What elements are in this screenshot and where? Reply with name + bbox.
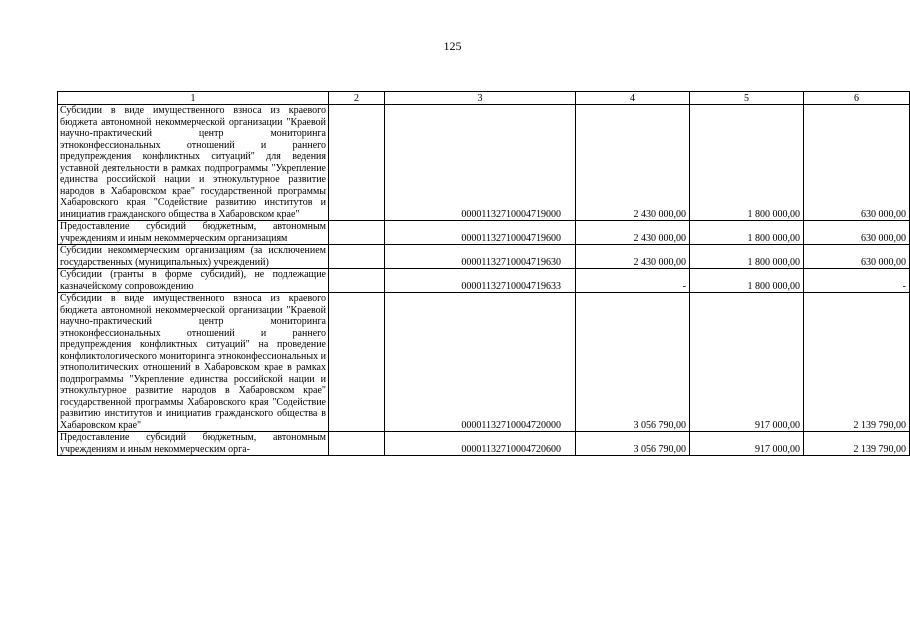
row-value-4: 3 056 790,00 xyxy=(576,432,690,456)
row-value-6: 2 139 790,00 xyxy=(804,293,910,432)
column-number-row xyxy=(58,92,910,105)
column-header-4: 4 xyxy=(576,92,690,105)
row-value-5: 1 800 000,00 xyxy=(690,269,804,293)
row-value-5: 917 000,00 xyxy=(690,293,804,432)
column-header-2: 2 xyxy=(329,92,385,105)
column-header-3: 3 xyxy=(385,92,576,105)
table-row xyxy=(58,432,910,456)
row-column-2 xyxy=(329,293,385,432)
column-header-6: 6 xyxy=(804,92,910,105)
row-value-6: 630 000,00 xyxy=(804,221,910,245)
row-column-2 xyxy=(329,432,385,456)
row-code: 00001132710004719600 xyxy=(385,221,576,245)
row-description: Субсидии в виде имущественного взноса из краевого бюджета автономной некоммерческой организации "Краевой научно-практический центр мониторинга этноконфессиональных отношений и раннего предупреждения конфликтных ситуаций" для ведения уставной деятельности в рамках подпрограммы "Укрепление единства российской нации и этнокультурное развитие народов в Хабаровском крае" государственной программы Хабаровского края "Содействие развитию институтов и инициатив гражданского общества в Хабаровском крае" xyxy=(58,105,329,221)
table-row xyxy=(58,293,910,432)
row-column-2 xyxy=(329,105,385,221)
row-description: Предоставление субсидий бюджетным, автономным учреждениям и иным некоммерческим орга- xyxy=(58,432,329,456)
row-code: 00001132710004720000 xyxy=(385,293,576,432)
budget-table xyxy=(57,91,910,456)
row-value-6: 2 139 790,00 xyxy=(804,432,910,456)
row-code: 00001132710004720600 xyxy=(385,432,576,456)
row-code: 00001132710004719630 xyxy=(385,245,576,269)
row-code: 00001132710004719000 xyxy=(385,105,576,221)
row-value-5: 917 000,00 xyxy=(690,432,804,456)
row-value-6: 630 000,00 xyxy=(804,105,910,221)
row-description: Предоставление субсидий бюджетным, автономным учреждениям и иным некоммерческим организациям xyxy=(58,221,329,245)
row-value-5: 1 800 000,00 xyxy=(690,221,804,245)
row-value-4: - xyxy=(576,269,690,293)
column-header-5: 5 xyxy=(690,92,804,105)
row-value-4: 2 430 000,00 xyxy=(576,245,690,269)
table-row xyxy=(58,269,910,293)
page-number: 125 xyxy=(443,39,462,53)
row-value-5: 1 800 000,00 xyxy=(690,105,804,221)
column-header-1: 1 xyxy=(58,92,329,105)
row-column-2 xyxy=(329,221,385,245)
row-value-4: 2 430 000,00 xyxy=(576,105,690,221)
table-row xyxy=(58,245,910,269)
row-column-2 xyxy=(329,269,385,293)
row-value-5: 1 800 000,00 xyxy=(690,245,804,269)
row-value-6: - xyxy=(804,269,910,293)
row-code: 00001132710004719633 xyxy=(385,269,576,293)
row-column-2 xyxy=(329,245,385,269)
row-value-6: 630 000,00 xyxy=(804,245,910,269)
row-value-4: 3 056 790,00 xyxy=(576,293,690,432)
row-description: Субсидии (гранты в форме субсидий), не подлежащие казначейскому сопровождению xyxy=(58,269,329,293)
table-row xyxy=(58,105,910,221)
table-row xyxy=(58,221,910,245)
row-description: Субсидии в виде имущественного взноса из краевого бюджета автономной некоммерческой организации "Краевой научно-практический центр мониторинга этноконфессиональных отношений и раннего предупреждения конфликтных ситуаций" на проведение конфликтологического мониторинга этноконфессиональных и этнополитических отношений в Хабаровском крае в рамках подпрограммы "Укрепление единства российской нации и этнокультурное развитие народов в Хабаровском крае" государственной программы Хабаровского края "Содействие развитию институтов и инициатив гражданского общества в Хабаровском крае" xyxy=(58,293,329,432)
row-value-4: 2 430 000,00 xyxy=(576,221,690,245)
row-description: Субсидии некоммерческим организациям (за исключением государственных (муниципальных) учреждений) xyxy=(58,245,329,269)
